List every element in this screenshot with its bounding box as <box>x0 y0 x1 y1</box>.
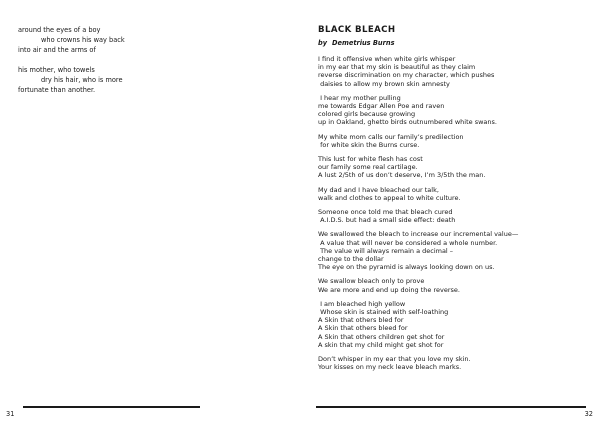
poem-line: colored girls because growing <box>318 110 416 119</box>
stanza <box>318 155 588 180</box>
poem-line: Your kisses on my neck leave bleach marks. <box>318 363 462 372</box>
footer-rule-left <box>23 406 200 408</box>
poem-line: around the eyes of a boy <box>18 26 101 34</box>
stanza <box>318 94 588 127</box>
poem-line: A lust 2/5th of us don’t deserve, I’m 3/5th the man. <box>318 171 486 180</box>
poem-line: My white mom calls our family’s predilection <box>318 132 464 141</box>
poem-line: We swallowed the bleach to increase our incremental value— <box>318 230 519 239</box>
poem-line: We are more and end up doing the reverse. <box>318 285 460 294</box>
page-number-right: 32 <box>584 410 593 418</box>
poem-line: up in Oakland, ghetto birds outnumbered white swans. <box>318 118 497 127</box>
poem-line: fortunate than another. <box>18 86 96 95</box>
stanza <box>318 277 588 293</box>
stanza <box>318 133 588 149</box>
poem-line: I am bleached high yellow <box>318 299 406 308</box>
poem-line: our family some real cartilage. <box>318 163 418 172</box>
page-number-left: 31 <box>6 410 15 418</box>
poem-line: The value will always remain a decimal – <box>318 246 454 255</box>
stanza <box>318 186 588 202</box>
stanza <box>18 25 168 56</box>
poem-line: Whose skin is stained with self-loathing <box>318 308 449 317</box>
stanza <box>318 208 588 224</box>
poem-line: I find it offensive when white girls whisper <box>318 55 456 63</box>
stanza <box>18 65 168 96</box>
poem-body <box>318 55 588 378</box>
stanza <box>318 300 588 349</box>
right-page <box>300 0 600 424</box>
poem-line: walk and clothes to appeal to white culture. <box>318 193 461 202</box>
poem-line: Don’t whisper in my ear that you love my skin. <box>318 355 471 364</box>
poem-line: his mother, who towels <box>18 65 95 74</box>
stanza <box>318 55 588 88</box>
poem-title: BLACK BLEACH <box>318 25 396 35</box>
poem-line: who crowns his way back <box>41 36 125 45</box>
poem-line: in my ear that my skin is beautiful as they claim <box>318 63 476 72</box>
stanza <box>318 230 588 271</box>
poem-line: A Skin that others bled for <box>318 316 404 325</box>
poem-line: A Skin that others bleed for <box>318 324 408 333</box>
poem-line: Someone once told me that bleach cured <box>318 208 453 217</box>
poem-line: I hear my mother pulling <box>318 93 401 102</box>
poem-line: me towards Edgar Allen Poe and raven <box>318 102 445 111</box>
stanza <box>318 355 588 371</box>
byline-prefix: by <box>318 39 328 47</box>
poem-line: The eye on the pyramid is always looking down on us. <box>318 263 495 272</box>
poem-line: change to the dollar <box>318 255 384 264</box>
poem-line: for white skin the Burns curse. <box>318 140 420 149</box>
poem-line: A value that will never be considered a whole number. <box>318 238 498 247</box>
poem-line: reverse discrimination on my character, which pushes <box>318 71 495 80</box>
poem-line: daisies to allow my brown skin amnesty <box>318 79 450 88</box>
author-name: Demetrius Burns <box>332 39 395 47</box>
left-page-poem-fragment <box>18 25 168 104</box>
poem-line: We swallow bleach only to prove <box>318 277 425 286</box>
poem-line: A.I.D.S. but had a small side effect: death <box>318 216 456 225</box>
poem-line: This lust for white flesh has cost <box>318 155 423 164</box>
footer-rule-right <box>316 406 586 408</box>
poem-line: into air and the arms of <box>18 46 96 55</box>
byline <box>318 38 395 48</box>
poem-line: A skin that my child might get shot for <box>318 340 444 349</box>
poem-line: A Skin that others children get shot for <box>318 332 445 341</box>
poem-line: dry his hair, who is more <box>41 75 123 84</box>
poem-line: My dad and I have bleached our talk, <box>318 185 439 194</box>
